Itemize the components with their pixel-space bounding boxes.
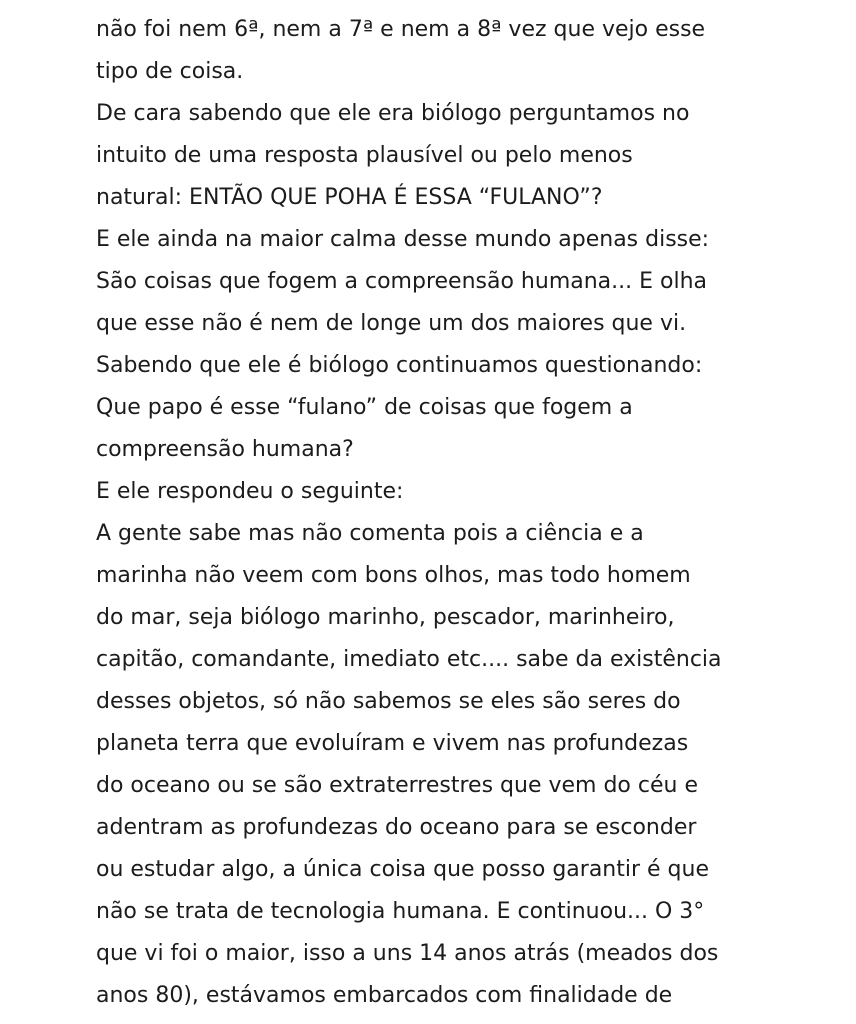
text-line: não foi nem 6ª, nem a 7ª e nem a 8ª vez que vejo esse (96, 17, 706, 42)
text-line: São coisas que fogem a compreensão humana... E olha (96, 269, 708, 294)
text-line: que esse não é nem de longe um dos maiores que vi. (96, 311, 687, 336)
text-line: ou estudar algo, a única coisa que posso garantir é que (96, 857, 710, 882)
text-line: desses objetos, só não sabemos se eles são seres do (96, 689, 681, 714)
text-line: do mar, seja biólogo marinho, pescador, marinheiro, (96, 605, 675, 630)
text-line: que vi foi o maior, isso a uns 14 anos atrás (meados dos (96, 941, 719, 966)
text-line: anos 80), estávamos embarcados com finalidade de (96, 983, 673, 1008)
document-text (96, 9, 816, 1017)
text-line: adentram as profundezas do oceano para se esconder (96, 815, 697, 840)
text-line: intuito de uma resposta plausível ou pelo menos (96, 143, 633, 168)
text-line: compreensão humana? (96, 437, 354, 462)
text-line: não se trata de tecnologia humana. E continuou... O 3° (96, 899, 705, 924)
text-line: do oceano ou se são extraterrestres que vem do céu e (96, 773, 698, 798)
text-line: planeta terra que evoluíram e vivem nas profundezas (96, 731, 689, 756)
text-line: A gente sabe mas não comenta pois a ciência e a (96, 521, 644, 546)
text-line: marinha não veem com bons olhos, mas todo homem (96, 563, 691, 588)
text-line: Sabendo que ele é biólogo continuamos questionando: (96, 353, 703, 378)
text-line: Que papo é esse “fulano” de coisas que fogem a (96, 395, 633, 420)
text-line: E ele ainda na maior calma desse mundo apenas disse: (96, 227, 710, 252)
text-line: natural: ENTÃO QUE POHA É ESSA “FULANO”? (96, 185, 603, 210)
text-line: tipo de coisa. (96, 59, 244, 84)
text-line: E ele respondeu o seguinte: (96, 479, 404, 504)
text-line: De cara sabendo que ele era biólogo perguntamos no (96, 101, 690, 126)
text-line: capitão, comandante, imediato etc.... sabe da existência (96, 647, 722, 672)
